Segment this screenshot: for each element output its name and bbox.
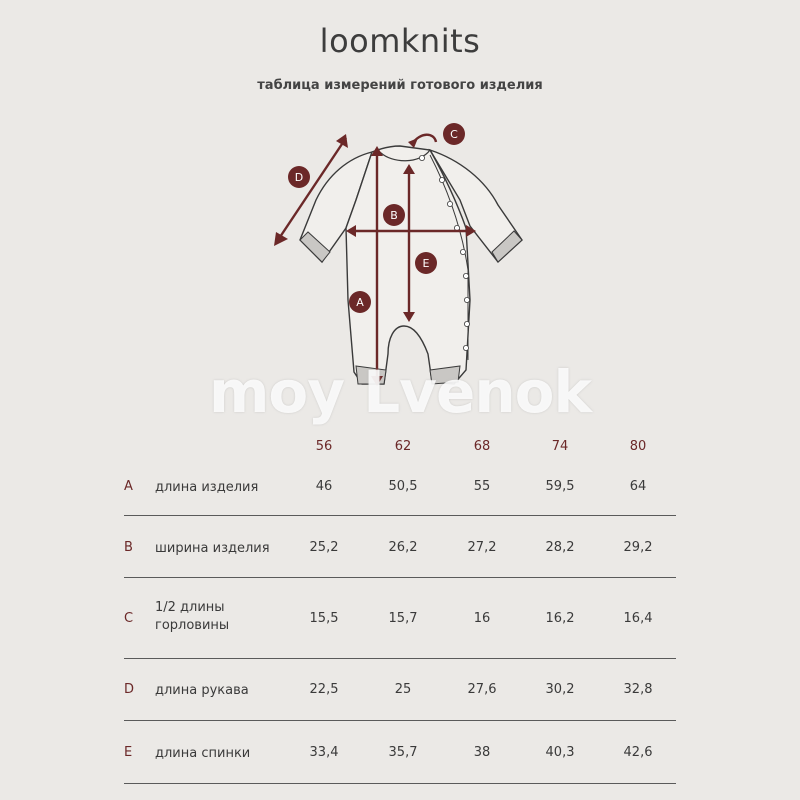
snap-button [460,249,465,254]
row-value: 64 [629,479,647,494]
row-value: 26,2 [388,540,418,555]
snap-button [439,177,444,182]
watermark: moy Lvenok [208,358,592,426]
row-value: 25,2 [309,540,339,555]
marker-b-label: B [390,209,398,222]
row-value: 15,7 [388,611,418,626]
row-value: 16,4 [623,611,653,626]
row-value: 30,2 [545,682,575,697]
snap-button [464,297,469,302]
row-value: 55 [473,479,491,494]
marker-a-label: A [356,296,364,309]
row-value: 33,4 [309,745,339,760]
marker-d-label: D [294,171,304,184]
snap-button [447,201,452,206]
row-label: 1/2 длины горловины [155,600,230,633]
size-header: 68 [473,439,491,454]
row-value: 15,5 [309,611,339,626]
row-value: 29,2 [623,540,653,555]
divider [124,658,676,659]
page-subtitle: таблица измерений готового изделия [257,78,543,93]
row-value: 40,3 [545,745,575,760]
row-label: длина рукава [155,683,249,698]
snap-button [463,345,468,350]
divider [124,720,676,721]
row-label: длина спинки [155,746,251,761]
row-value: 50,5 [388,479,418,494]
row-value: 38 [473,745,491,760]
row-value: 35,7 [388,745,418,760]
row-letter: C [124,611,134,626]
marker-c-label: C [450,128,458,141]
row-label: ширина изделия [155,541,270,556]
size-header: 80 [629,439,647,454]
row-value: 16 [473,611,491,626]
row-value: 59,5 [545,479,575,494]
marker-e-label: E [422,257,430,270]
size-header: 62 [394,439,412,454]
row-value: 16,2 [545,611,575,626]
snap-button [419,155,424,160]
snap-button [463,273,468,278]
size-header: 74 [551,439,569,454]
row-letter: D [124,682,135,697]
row-value: 27,6 [467,682,497,697]
row-label: длина изделия [155,480,259,495]
row-letter: B [124,540,133,555]
divider [124,515,676,516]
row-value: 42,6 [623,745,653,760]
row-value: 27,2 [467,540,497,555]
row-letter: A [124,479,133,494]
brand-logo: loomknits [319,22,481,60]
row-value: 32,8 [623,682,653,697]
row-value: 25 [394,682,412,697]
divider [124,783,676,784]
row-value: 28,2 [545,540,575,555]
row-value: 22,5 [309,682,339,697]
divider [124,577,676,578]
row-letter: E [124,745,133,760]
snap-button [464,321,469,326]
row-value: 46 [315,479,333,494]
size-header: 56 [315,439,333,454]
